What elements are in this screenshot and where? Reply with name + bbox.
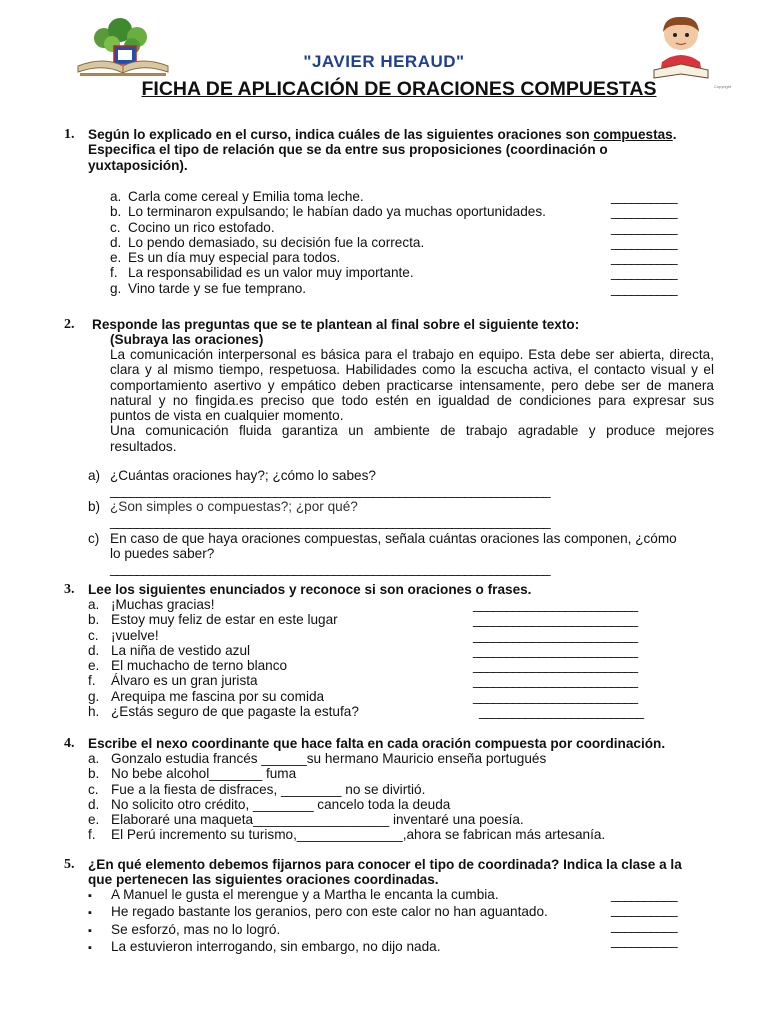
q2c-letter: c)	[88, 531, 100, 546]
passage-line: comportamiento asertivo y empático deben practicarse intensamente, pero debe ser de manera	[110, 377, 714, 393]
list-item: f. El Perú incremento su turismo,______________,ahora se fabrican más artesanía.	[88, 827, 606, 843]
passage-line: natural y no fingida.es preciso que todo estén en igualdad de condiciones para expresar sus	[110, 392, 714, 408]
q2-passage	[110, 347, 714, 454]
q1-number: 1.	[64, 127, 75, 142]
q4-list	[88, 751, 605, 843]
list-item: ▪ He regado bastante los geranios, pero con este calor no han aguantado.	[88, 904, 548, 920]
q2b-answer-line[interactable]: ___________________________________________________________________	[110, 514, 550, 529]
q5-number: 5.	[64, 857, 75, 872]
list-item: c. ¡vuelve!	[88, 627, 159, 643]
answer-blank[interactable]: __________	[611, 189, 677, 204]
q5-list	[88, 887, 548, 956]
answer-blank[interactable]: __________	[611, 887, 677, 902]
list-item: d. Lo pendo demasiado, su decisión fue la correcta.	[110, 234, 425, 250]
list-item: b. No bebe alcohol_______ fuma	[88, 766, 297, 782]
school-name: "JAVIER HERAUD"	[303, 52, 465, 71]
list-item: f. La responsabilidad es un valor muy importante.	[110, 265, 414, 281]
answer-blank[interactable]: _________________________	[473, 688, 638, 704]
q4-prompt: Escribe el nexo coordinante que hace falta en cada oración compuesta por coordinación.	[88, 736, 666, 751]
list-item: d. No solicito otro crédito, ________ cancelo toda la deuda	[88, 796, 451, 812]
q2c-answer-line[interactable]: ___________________________________________________________________	[110, 561, 550, 576]
q2-number: 2.	[64, 317, 75, 332]
answer-blank[interactable]: __________	[611, 932, 677, 948]
q2-subprompt: (Subraya las oraciones)	[110, 332, 264, 347]
q2c-text-line2: lo puedes saber?	[110, 546, 215, 562]
q1-prompt	[88, 127, 677, 173]
q2a-answer-line[interactable]: ___________________________________________________________________	[110, 483, 550, 498]
passage-line: clara y al mismo tiempo, respetuosa. Habilidades como la escucha activa, el contacto visual y el	[110, 362, 714, 378]
answer-blank[interactable]: _________________________	[473, 612, 638, 628]
list-item: g. Arequipa me fascina por su comida	[88, 688, 325, 704]
answer-blank[interactable]: __________	[611, 250, 677, 266]
passage-line: puntos de vista en cualquier momento.	[110, 408, 344, 424]
list-item: d. La niña de vestido azul	[88, 642, 251, 658]
q5-answer-blanks	[611, 887, 677, 948]
q5-prompt	[88, 857, 682, 888]
list-item: a. ¡Muchas gracias!	[88, 597, 215, 612]
answer-blank[interactable]: _________________________	[473, 627, 638, 643]
q1-prompt-a: Según lo explicado en el curso, indica cuáles de las siguientes oraciones son	[88, 127, 590, 142]
q3-prompt: Lee los siguientes enunciados y reconoce si son oraciones o frases.	[88, 582, 532, 597]
q2c-text	[110, 531, 677, 562]
list-item: ▪ Se esforzó, mas no lo logró.	[88, 921, 281, 937]
answer-blank[interactable]: _________________________	[473, 658, 638, 674]
answer-blank[interactable]: __________	[611, 280, 677, 296]
list-item: e. Es un día muy especial para todos.	[110, 250, 341, 266]
q1-list	[110, 189, 546, 296]
q2c-text-line1: En caso de que haya oraciones compuestas, señala cuántas oraciones las componen, ¿cómo	[110, 531, 677, 546]
q2-prompt: Responde las preguntas que se te plantean al final sobre el siguiente texto:	[92, 317, 580, 332]
q3-list	[88, 597, 359, 719]
answer-blank[interactable]: __________	[611, 265, 677, 281]
answer-blank[interactable]: _________________________	[473, 673, 638, 689]
page-title: FICHA DE APLICACIÓN DE ORACIONES COMPUESTAS	[141, 78, 657, 100]
answer-blank[interactable]: _________________________	[479, 704, 644, 720]
answer-blank[interactable]: __________	[611, 204, 677, 220]
list-item: h. ¿Estás seguro de que pagaste la estufa?	[88, 704, 359, 720]
q3-answer-blanks	[473, 597, 643, 719]
q2b-text: ¿Son simples o compuestas?; ¿por qué?	[110, 499, 358, 514]
answer-blank[interactable]: __________	[611, 917, 677, 933]
image-credit: Copyright	[714, 84, 732, 89]
answer-blank[interactable]: __________	[611, 219, 677, 235]
q2a-text: ¿Cuántas oraciones hay?; ¿cómo lo sabes?	[110, 468, 376, 483]
answer-blank[interactable]: __________	[611, 234, 677, 250]
list-item: e. El muchacho de terno blanco	[88, 658, 288, 674]
q1-prompt-d: yuxtaposición).	[88, 157, 188, 173]
passage-line: Una comunicación fluida garantiza un ambiente de trabajo agradable y produce mejores	[110, 423, 714, 439]
answer-blank[interactable]: _________________________	[473, 597, 638, 612]
answer-blank[interactable]: __________	[611, 902, 677, 918]
list-item: b. Lo terminaron expulsando; le habían dado ya muchas oportunidades.	[110, 204, 546, 220]
passage-line: La comunicación interpersonal es básica para el trabajo en equipo. Esta debe ser abierta, directa,	[110, 347, 714, 362]
list-item: g. Vino tarde y se fue temprano.	[110, 280, 307, 296]
passage-line: resultados.	[110, 438, 177, 454]
list-item: f. Álvaro es un gran jurista	[88, 673, 258, 689]
q5-prompt-line2: que pertenecen las siguientes oraciones coordinadas.	[88, 872, 439, 888]
q1-answer-blanks	[611, 189, 677, 296]
list-item: ▪ A Manuel le gusta el merengue y a Martha le encanta la cumbia.	[88, 887, 499, 902]
q2b-letter: b)	[88, 499, 101, 514]
list-item: ▪ La estuvieron interrogando, sin embargo, no dijo nada.	[88, 938, 441, 954]
q2a-letter: a)	[88, 468, 101, 483]
list-item: c. Fue a la fiesta de disfraces, ________ no se divirtió.	[88, 781, 426, 797]
q1-prompt-b: .	[672, 127, 677, 142]
q5-prompt-line1: ¿En qué elemento debemos fijarnos para conocer el tipo de coordinada? Indica la clase a la	[88, 857, 682, 872]
q4-number: 4.	[64, 736, 75, 751]
list-item: c. Cocino un rico estofado.	[110, 219, 275, 235]
list-item: a. Carla come cereal y Emilia toma leche.	[110, 189, 364, 204]
list-item: b. Estoy muy feliz de estar en este lugar	[88, 612, 338, 628]
list-item: a. Gonzalo estudia francés ______su hermano Mauricio enseña portugués	[88, 751, 547, 766]
q3-number: 3.	[64, 582, 75, 597]
answer-blank[interactable]: _________________________	[473, 642, 638, 658]
list-item: e. Elaboraré una maqueta__________________ inventaré una poesía.	[88, 812, 524, 828]
q1-prompt-underlined: compuestas	[593, 127, 673, 142]
q1-prompt-c: Especifica el tipo de relación que se da entre sus proposiciones (coordinación o	[88, 142, 608, 158]
